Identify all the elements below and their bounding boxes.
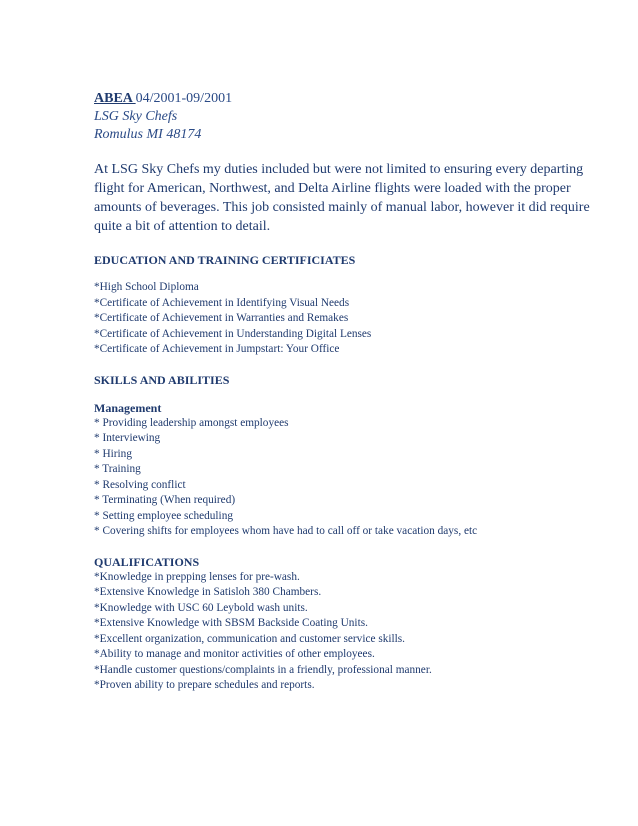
qualifications-heading: QUALIFICATIONS [94,554,200,569]
list-item: * Hiring [94,447,132,460]
list-item: * Terminating (When required) [94,494,236,506]
job-location: Romulus MI 48174 [94,127,202,142]
education-list [94,280,614,358]
skills-heading: SKILLS AND ABILITIES [94,372,230,387]
list-item: *Certificate of Achievement in Jumpstart: Your Office [94,343,340,355]
list-item: *Ability to manage and monitor activities of other employees. [94,648,375,660]
resume-page [94,90,614,694]
list-item: *Extensive Knowledge with SBSM Backside Coating Units. [94,617,368,629]
list-item: *High School Diploma [94,281,199,293]
list-item: * Setting employee scheduling [94,509,233,522]
list-item: * Providing leadership amongst employees [94,416,289,429]
list-item: *Knowledge in prepping lenses for pre-wash. [94,570,300,583]
job-dates: 04/2001-09/2001 [135,91,233,106]
list-item: * Interviewing [94,432,161,444]
job-entry [94,90,614,236]
list-item: *Proven ability to prepare schedules and reports. [94,679,315,691]
education-section [94,252,614,358]
job-description: At LSG Sky Chefs my duties included but were not limited to ensuring every departing flight for American, Northwest, and Delta Airline flights were loaded with the proper amounts of beverages. This job consisted mainly of manual labor, however it did require quite a bit of attention to detail. [94,162,590,234]
job-title: ABEA [94,91,136,106]
list-item: * Training [94,463,141,475]
list-item: *Knowledge with USC 60 Leybold wash units. [94,601,308,614]
job-header-line [94,90,614,108]
skills-section [94,372,614,540]
skills-list [94,416,614,540]
list-item: *Certificate of Achievement in Identifying Visual Needs [94,296,350,309]
list-item: *Excellent organization, communication and customer service skills. [94,632,405,645]
qualifications-section [94,554,614,694]
education-heading: EDUCATION AND TRAINING CERTIFICIATES [94,253,356,267]
qualifications-list [94,570,614,694]
list-item: *Extensive Knowledge in Satisloh 380 Chambers. [94,586,322,598]
job-company: LSG Sky Chefs [94,109,178,124]
list-item: *Certificate of Achievement in Understanding Digital Lenses [94,327,372,340]
list-item: *Handle customer questions/complaints in a friendly, professional manner. [94,663,432,676]
skills-subheading: Management [94,400,162,415]
list-item: * Resolving conflict [94,478,186,491]
list-item: * Covering shifts for employees whom have had to call off or take vacation days, etc [94,525,478,537]
list-item: *Certificate of Achievement in Warranties and Remakes [94,312,349,324]
